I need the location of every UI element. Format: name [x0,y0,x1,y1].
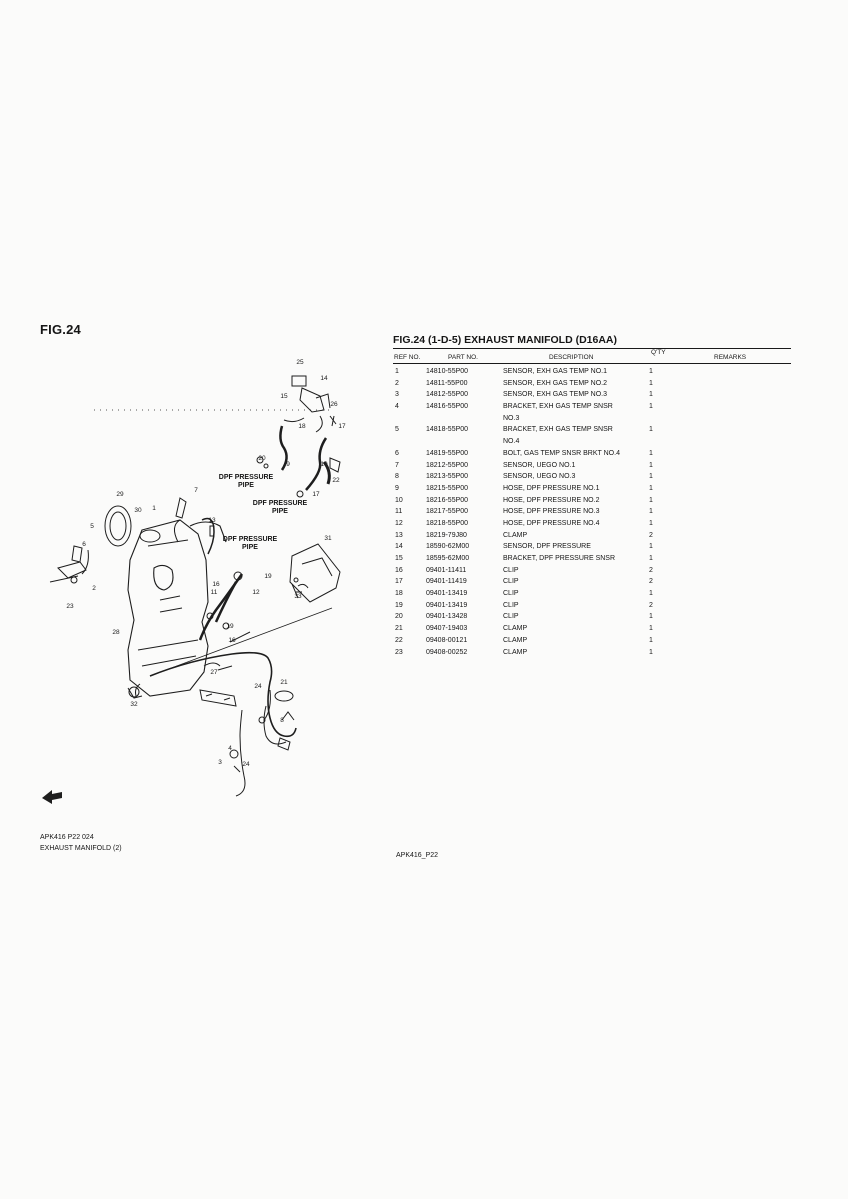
callout-number: 16 [228,637,236,644]
table-row [393,565,791,577]
part-no-cell: 18216-55P00 [426,496,469,504]
callout-number: 30 [134,507,142,514]
callout-number: 14 [320,375,328,382]
description-cell: CLIP [503,578,519,586]
part-no-cell: 14811-55P00 [426,379,468,387]
qty-cell: 2 [649,531,653,539]
description-cell: CLAMP [503,648,528,656]
callout-number: 16 [212,581,220,588]
callout-number: 25 [296,359,304,366]
description-cell: BRACKET, EXH GAS TEMP SNSR [503,403,613,411]
description-cell: HOSE, DPF PRESSURE NO.1 [503,484,600,492]
part-no-cell: 18213-55P00 [426,473,469,481]
part-no-cell: 18595-62M00 [426,555,470,563]
callout-number: 15 [280,393,288,400]
description-cell: HOSE, DPF PRESSURE NO.2 [503,496,600,504]
callout-number: 32 [130,701,138,708]
callout-number: 6 [82,541,86,548]
part-no-cell: 14812-55P00 [426,391,469,399]
ref-cell: 11 [395,508,403,516]
caption-line-1: APK416 P22 024 [40,834,94,841]
figure-caption [40,832,122,854]
table-top-rule [393,348,791,349]
table-row [393,506,791,518]
callout-number: 31 [324,535,332,542]
ref-cell: 3 [395,391,399,399]
parts-table-header [393,349,791,362]
figure-heading: FIG.24 [40,322,81,337]
ref-cell: 1 [395,368,399,375]
table-row [393,541,791,553]
callout-number: 12 [252,589,260,596]
callout-number: 18 [298,423,306,430]
callout-number: 13 [208,517,216,524]
qty-cell: 1 [649,391,653,399]
part-no-cell: 09408-00252 [426,648,468,656]
callout-number: 29 [116,491,124,498]
qty-cell: 1 [649,449,653,457]
parts-table-body [393,366,791,658]
callout-number: 22 [332,477,340,484]
table-row [393,424,791,447]
qty-cell: 2 [649,566,653,574]
ref-cell: 18 [395,590,403,598]
description-cell: CLIP [503,590,519,598]
qty-cell: 1 [649,543,653,551]
description-continuation: NO.4 [503,438,520,446]
exploded-parts-diagram [30,350,360,820]
part-no-cell: 14816-55P00 [426,403,469,411]
callout-number: 24 [254,683,262,690]
description-cell: SENSOR, EXH GAS TEMP NO.2 [503,379,607,387]
part-no-cell: 18217-55P00 [426,508,469,516]
description-cell: BOLT, GAS TEMP SNSR BRKT NO.4 [503,449,620,457]
header-part-no: PART NO. [448,354,478,361]
description-cell: SENSOR, EXH GAS TEMP NO.1 [503,368,607,375]
qty-cell: 1 [649,613,653,621]
part-no-cell: 14819-55P00 [426,449,469,457]
ref-cell: 5 [395,426,399,434]
part-no-cell: 18215-55P00 [426,484,469,492]
table-row [393,366,791,378]
part-no-cell: 09401-11411 [426,566,467,574]
qty-cell: 1 [649,555,653,563]
table-row [393,600,791,612]
part-no-cell: 18590-62M00 [426,543,470,551]
table-row [393,495,791,507]
qty-cell: 1 [649,426,653,434]
description-cell: CLIP [503,613,519,621]
callout-number: 28 [112,629,120,636]
description-cell: SENSOR, UEGO NO.1 [503,461,576,469]
ref-cell: 8 [395,473,399,481]
table-row [393,576,791,588]
ref-cell: 19 [395,601,403,609]
part-no-cell: 14810-55P00 [426,368,469,375]
dpf-pressure-pipe-label-2: DPF PRESSURE PIPE [252,500,308,515]
description-continuation: NO.3 [503,414,520,422]
dpf-pressure-pipe-label-3: DPF PRESSURE PIPE [222,536,278,551]
qty-cell: 1 [649,403,653,411]
callout-number: 23 [66,603,74,610]
callout-number: 24 [242,761,250,768]
table-row [393,483,791,495]
table-header-rule [393,363,791,364]
callout-number: 17 [338,423,346,430]
table-row [393,588,791,600]
qty-cell: 1 [649,519,653,527]
table-row [393,611,791,623]
qty-cell: 1 [649,636,653,644]
qty-cell: 1 [649,508,653,516]
part-no-cell: 09401-13419 [426,590,468,598]
ref-cell: 6 [395,449,399,457]
table-row [393,471,791,483]
description-cell: CLAMP [503,625,528,633]
description-cell: CLAMP [503,531,528,539]
description-cell: CLIP [503,566,519,574]
front-direction-arrow-icon [40,786,66,804]
table-row [393,389,791,401]
header-ref-no: REF NO. [394,354,421,361]
qty-cell: 1 [649,473,653,481]
description-cell: CLAMP [503,636,528,644]
qty-cell: 1 [649,461,653,469]
ref-cell: 7 [395,461,399,469]
table-row [393,647,791,659]
callout-number: 8 [280,717,284,724]
qty-cell: 1 [649,368,653,375]
ref-cell: 21 [395,625,403,633]
description-cell: BRACKET, EXH GAS TEMP SNSR [503,426,613,434]
callout-number: 26 [330,401,338,408]
callout-number: 10 [320,461,328,468]
callout-number: 19 [264,573,272,580]
ref-cell: 10 [395,496,403,504]
table-row [393,518,791,530]
table-row [393,401,791,424]
ref-cell: 4 [395,403,399,411]
ref-cell: 22 [395,636,403,644]
callout-number: 11 [210,589,218,596]
part-no-cell: 09401-13419 [426,601,468,609]
part-no-cell: 09401-13428 [426,613,468,621]
qty-cell: 1 [649,625,653,633]
table-row [393,623,791,635]
description-cell: HOSE, DPF PRESSURE NO.3 [503,508,600,516]
part-no-cell: 09401-11419 [426,578,467,586]
table-row [393,460,791,472]
parts-table-title: FIG.24 (1-D-5) EXHAUST MANIFOLD (D16AA) [393,334,618,346]
description-cell: SENSOR, DPF PRESSURE [503,543,591,551]
ref-cell: 15 [395,555,403,563]
ref-cell: 12 [395,519,403,527]
callout-number: 2 [92,585,96,592]
qty-cell: 1 [649,379,653,387]
description-cell: SENSOR, UEGO NO.3 [503,473,576,481]
description-cell: SENSOR, EXH GAS TEMP NO.3 [503,391,607,399]
callout-number: 17 [312,491,320,498]
caption-line-2: EXHAUST MANIFOLD (2) [40,845,122,852]
ref-cell: 14 [395,543,403,551]
qty-cell: 1 [649,590,653,598]
qty-cell: 1 [649,496,653,504]
part-no-cell: 09408-00121 [426,636,468,644]
description-cell: BRACKET, DPF PRESSURE SNSR [503,555,616,563]
callout-number: 4 [228,745,232,752]
header-description: DESCRIPTION [549,354,594,361]
part-no-cell: 14818-55P00 [426,426,469,434]
description-cell: HOSE, DPF PRESSURE NO.4 [503,519,600,527]
callout-number: 3 [218,759,222,766]
callout-number: 5 [90,523,94,530]
qty-cell: 2 [649,601,653,609]
ref-cell: 23 [395,648,403,656]
table-row [393,448,791,460]
callout-number: 1 [152,505,156,512]
ref-cell: 2 [395,379,399,387]
ref-cell: 16 [395,566,403,574]
qty-cell: 1 [649,648,653,656]
qty-cell: 2 [649,578,653,586]
callout-layer [30,350,360,820]
callout-number: 7 [194,487,198,494]
ref-cell: 9 [395,484,399,492]
table-row [393,635,791,647]
callout-number: 33 [294,593,302,600]
callout-number: 19 [226,623,234,630]
part-no-cell: 18218-55P00 [426,519,469,527]
header-remarks: REMARKS [714,354,747,361]
part-no-cell: 18212-55P00 [426,461,469,469]
table-row [393,378,791,390]
description-cell: CLIP [503,601,519,609]
qty-cell: 1 [649,484,653,492]
dpf-pressure-pipe-label-1: DPF PRESSURE PIPE [218,474,274,489]
callout-number: 20 [258,455,266,462]
part-no-cell: 18219-79J80 [426,531,467,539]
page-code: APK416_P22 [396,852,439,859]
ref-cell: 20 [395,613,403,621]
table-row [393,553,791,565]
header-qty: Q'TY [651,349,666,356]
ref-cell: 17 [395,578,403,586]
callout-number: 21 [280,679,288,686]
callout-number: 9 [286,461,290,468]
table-row [393,530,791,542]
part-no-cell: 09407-19403 [426,625,468,633]
ref-cell: 13 [395,531,403,539]
callout-number: 27 [210,669,218,676]
